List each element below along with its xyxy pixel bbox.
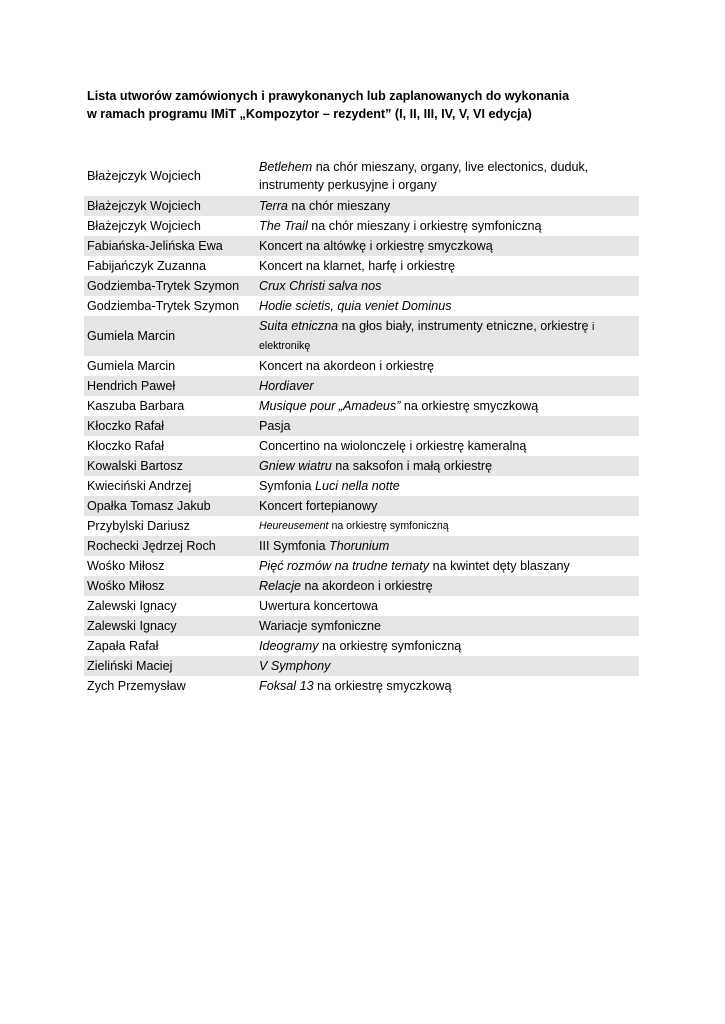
title-line-2: w ramach programu IMiT „Kompozytor – rezydent” (I, II, III, IV, V, VI edycja) <box>87 107 532 121</box>
work-title-part: Koncert fortepianowy <box>259 498 378 513</box>
work-title-part: Hodie scietis, quia veniet Dominus <box>259 298 452 313</box>
work-cell <box>259 198 639 215</box>
table-row <box>84 196 639 216</box>
table-row <box>84 236 639 256</box>
work-cell <box>259 478 639 495</box>
work-title-part: Uwertura koncertowa <box>259 598 378 613</box>
work-cell <box>259 317 639 355</box>
work-title-part: na akordeon i orkiestrę <box>301 578 433 593</box>
table-row <box>84 596 639 616</box>
composer-cell: Kwieciński Andrzej <box>87 478 192 493</box>
composer-cell: Zych Przemysław <box>87 678 186 693</box>
composer-cell: Zieliński Maciej <box>87 658 173 673</box>
table-row <box>84 496 639 516</box>
work-title-part: Betlehem <box>259 160 313 174</box>
work-title-part: Symfonia <box>259 478 315 493</box>
composer-cell: Błażejczyk Wojciech <box>87 218 201 233</box>
table-row <box>84 316 639 356</box>
work-title-part: III Symfonia <box>259 538 329 553</box>
work-title-part: The Trail <box>259 218 308 233</box>
table-row <box>84 296 639 316</box>
composer-cell: Kaszuba Barbara <box>87 398 185 413</box>
composer-cell: Zapała Rafał <box>87 638 159 653</box>
work-cell <box>259 578 639 595</box>
work-title-part: Concertino na wiolonczelę i orkiestrę kameralną <box>259 438 527 453</box>
composer-cell: Gumiela Marcin <box>87 328 176 343</box>
table-row <box>84 456 639 476</box>
work-cell <box>259 458 639 475</box>
work-title-part: Gniew wiatru <box>259 458 332 473</box>
table-row <box>84 516 639 536</box>
work-title-part: Koncert na altówkę i orkiestrę smyczkową <box>259 238 493 253</box>
work-title-part: na chór mieszany <box>287 198 391 213</box>
work-title-part: V Symphony <box>259 658 331 673</box>
work-title-part: Heureusement <box>259 520 329 532</box>
table-row <box>84 396 639 416</box>
work-title-part: Pięć rozmów na trudne tematy <box>259 558 430 573</box>
work-title-part: Luci nella notte <box>315 478 400 493</box>
work-cell <box>259 418 639 435</box>
composer-cell: Błażejczyk Wojciech <box>87 198 201 213</box>
table-row <box>84 556 639 576</box>
work-title-part: i elektronikę <box>259 321 595 352</box>
work-cell <box>259 258 639 275</box>
works-table <box>84 156 639 696</box>
table-row <box>84 676 639 696</box>
composer-cell: Fabijańczyk Zuzanna <box>87 258 207 273</box>
work-title-part: Relacje <box>259 578 301 593</box>
composer-cell: Kłoczko Rafał <box>87 418 164 433</box>
work-cell <box>259 498 639 515</box>
table-row <box>84 536 639 556</box>
table-row <box>84 576 639 596</box>
work-title-part: Foksal 13 <box>259 678 314 693</box>
work-cell <box>259 298 639 315</box>
table-row <box>84 416 639 436</box>
work-cell <box>259 398 639 415</box>
work-title-part: Ideogramy <box>259 638 319 653</box>
work-cell <box>259 278 639 295</box>
work-title-part: na głos biały, instrumenty etniczne, orkiestrę <box>338 319 592 333</box>
work-cell <box>259 218 639 235</box>
work-title-part: na chór mieszany, organy, live electonics, duduk, instrumenty perkusyjne i organy <box>259 160 589 192</box>
table-row <box>84 616 639 636</box>
work-title-part: na orkiestrę smyczkową <box>313 678 452 693</box>
work-title-part: na orkiestrę symfoniczną <box>328 520 449 532</box>
work-cell <box>259 558 639 575</box>
composer-cell: Kłoczko Rafał <box>87 438 164 453</box>
table-row <box>84 636 639 656</box>
work-title-part: Hordiaver <box>259 378 314 393</box>
table-row <box>84 376 639 396</box>
work-title-part: na chór mieszany i orkiestrę symfoniczną <box>307 218 542 233</box>
table-row <box>84 656 639 676</box>
composer-cell: Błażejczyk Wojciech <box>87 168 201 183</box>
work-cell <box>259 158 639 194</box>
table-row <box>84 276 639 296</box>
composer-cell: Zalewski Ignacy <box>87 618 177 633</box>
table-row <box>84 256 639 276</box>
composer-cell: Rochecki Jędrzej Roch <box>87 538 216 553</box>
work-cell <box>259 378 639 395</box>
work-title-part: na orkiestrę symfoniczną <box>318 638 462 653</box>
work-title-part: Crux Christi salva nos <box>259 278 382 293</box>
table-row <box>84 356 639 376</box>
work-cell <box>259 678 639 695</box>
table-row <box>84 156 639 196</box>
composer-cell: Zalewski Ignacy <box>87 598 177 613</box>
table-row <box>84 216 639 236</box>
document-title <box>87 87 647 123</box>
work-cell <box>259 238 639 255</box>
work-title-part: na saksofon i małą orkiestrę <box>331 458 493 473</box>
composer-cell: Wośko Miłosz <box>87 578 165 593</box>
work-title-part: Thorunium <box>329 538 390 553</box>
composer-cell: Gumiela Marcin <box>87 358 176 373</box>
table-row <box>84 436 639 456</box>
composer-cell: Godziemba-Trytek Szymon <box>87 278 240 293</box>
work-cell <box>259 358 639 375</box>
work-title-part: Terra <box>259 198 288 213</box>
composer-cell: Hendrich Paweł <box>87 378 176 393</box>
work-title-part: Koncert na klarnet, harfę i orkiestrę <box>259 258 455 273</box>
composer-cell: Opałka Tomasz Jakub <box>87 498 211 513</box>
work-title-part: Musique pour „Amadeus” <box>259 398 401 413</box>
work-cell <box>259 658 639 675</box>
work-cell <box>259 438 639 455</box>
work-cell <box>259 598 639 615</box>
composer-cell: Przybylski Dariusz <box>87 518 190 533</box>
composer-cell: Fabiańska-Jelińska Ewa <box>87 238 223 253</box>
work-cell <box>259 538 639 555</box>
composer-cell: Kowalski Bartosz <box>87 458 183 473</box>
composer-cell: Wośko Miłosz <box>87 558 165 573</box>
work-title-part: na orkiestrę smyczkową <box>400 398 539 413</box>
work-title-part: Wariacje symfoniczne <box>259 618 382 633</box>
work-title-part: Pasja <box>259 418 291 433</box>
title-line-1: Lista utworów zamówionych i prawykonanych lub zaplanowanych do wykonania <box>87 89 570 103</box>
table-row <box>84 476 639 496</box>
work-title-part: Suita etniczna <box>259 319 339 333</box>
work-cell <box>259 517 639 535</box>
work-title-part: na kwintet dęty blaszany <box>429 558 570 573</box>
work-title-part: Koncert na akordeon i orkiestrę <box>259 358 435 373</box>
work-cell <box>259 618 639 635</box>
composer-cell: Godziemba-Trytek Szymon <box>87 298 240 313</box>
work-cell <box>259 638 639 655</box>
